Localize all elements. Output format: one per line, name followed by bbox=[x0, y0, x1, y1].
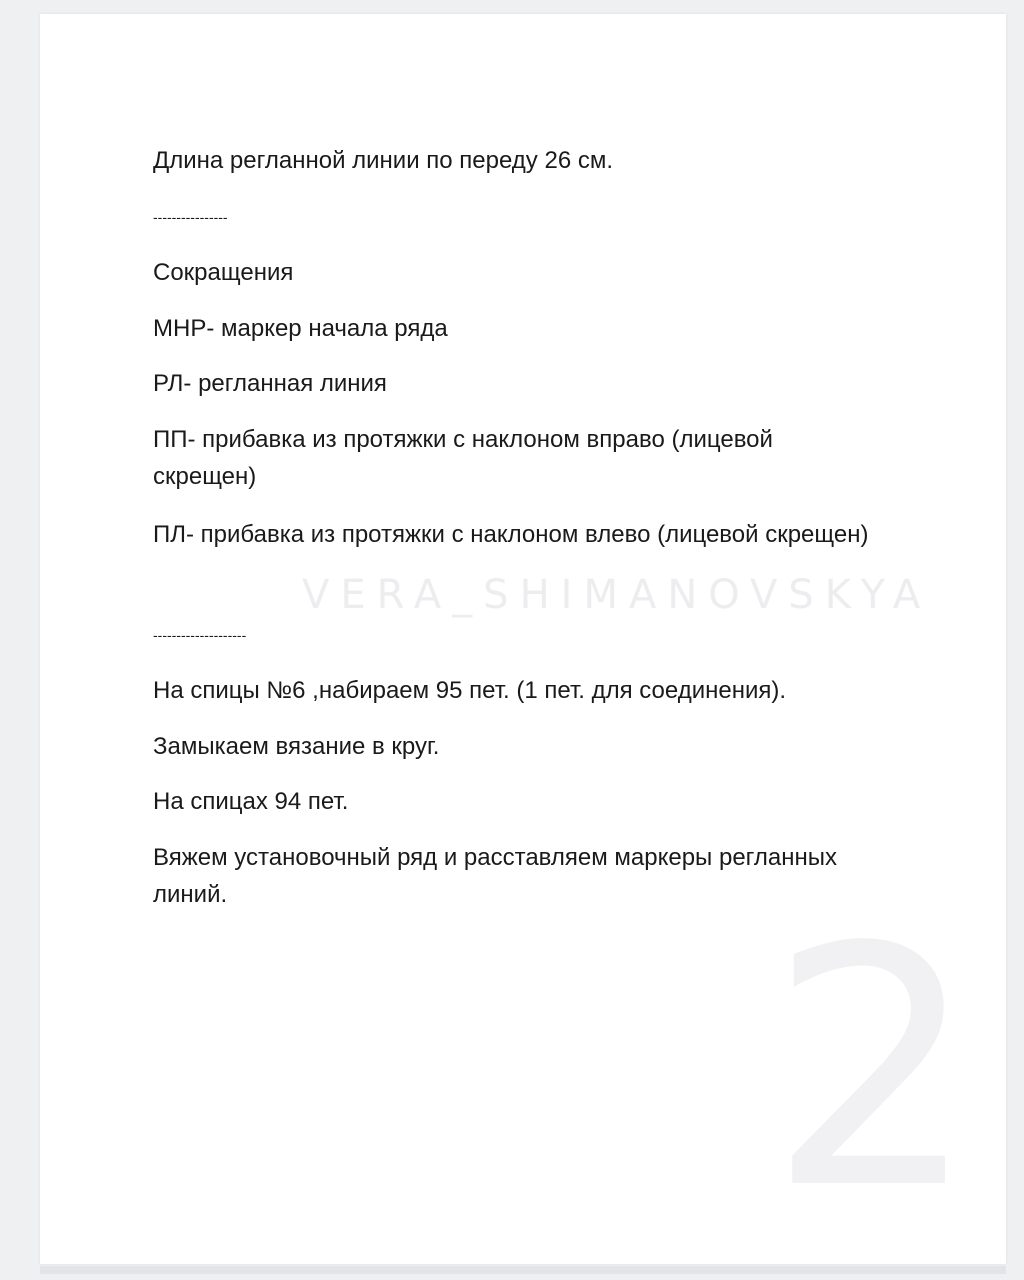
setup-row-text: Вяжем установочный ряд и расставляем маркеры регланных линий. bbox=[153, 844, 837, 908]
cast-on-text: На спицы №6 ,набираем 95 пет. (1 пет. для соединения). bbox=[153, 677, 787, 704]
page-bottom-edge bbox=[40, 1266, 1006, 1274]
separator-1: ---------------- bbox=[153, 209, 228, 225]
abbr-rl: РЛ- регланная линия bbox=[153, 370, 387, 397]
page-number: 2 bbox=[768, 877, 978, 1261]
document-page bbox=[40, 14, 1006, 1264]
abbr-pp: ПП- прибавка из протяжки с наклоном вправо (лицевой скрещен) bbox=[153, 426, 773, 490]
abbr-mnr: МНР- маркер начала ряда bbox=[153, 315, 448, 342]
stitches-on-needles-text: На спицах 94 пет. bbox=[153, 788, 349, 815]
regl-length-text: Длина регланной линии по переду 26 см. bbox=[153, 147, 614, 174]
separator-2: -------------------- bbox=[153, 627, 247, 643]
abbreviations-heading: Сокращения bbox=[153, 259, 294, 286]
watermark: VERA_SHIMANOVSKYA bbox=[302, 572, 932, 618]
join-round-text: Замыкаем вязание в круг. bbox=[153, 733, 440, 760]
abbr-pl: ПЛ- прибавка из протяжки с наклоном влево (лицевой скрещен) bbox=[153, 521, 869, 548]
